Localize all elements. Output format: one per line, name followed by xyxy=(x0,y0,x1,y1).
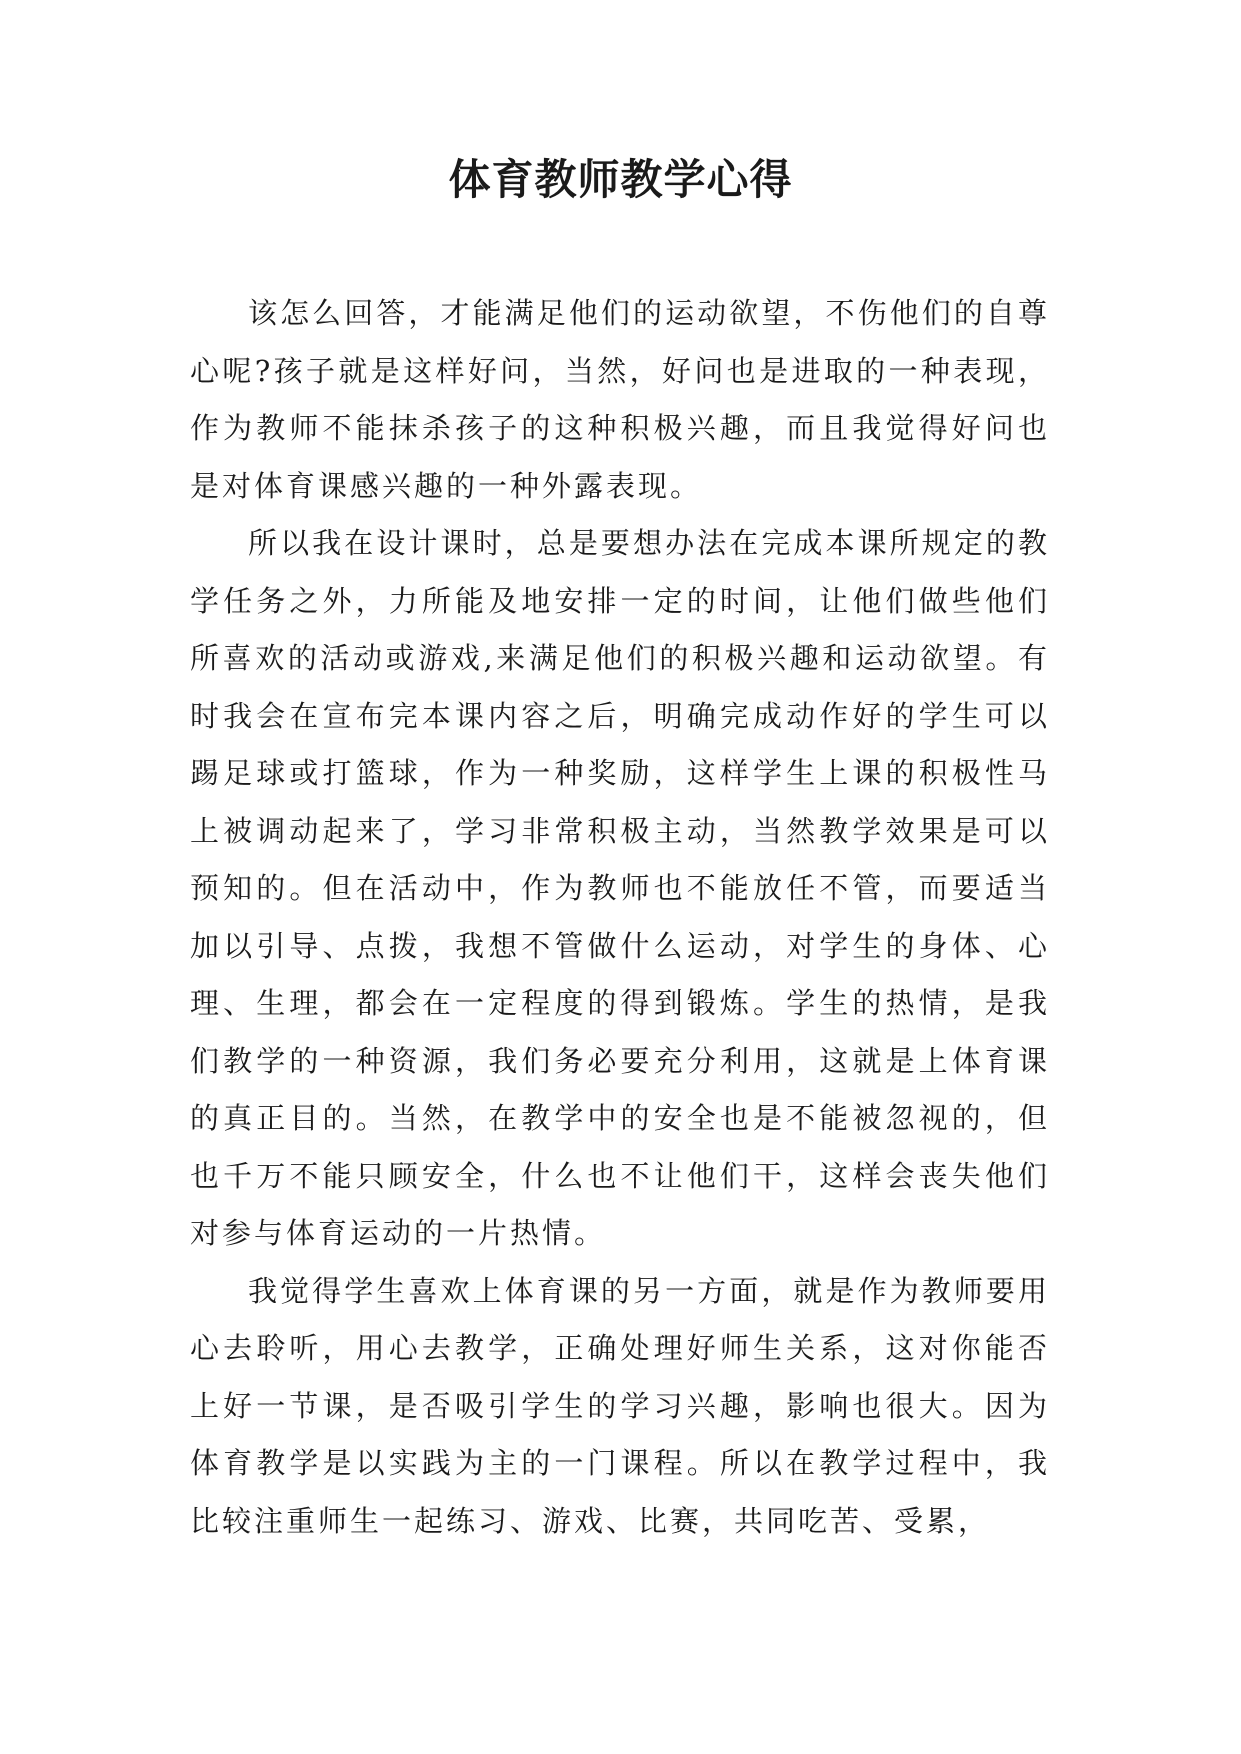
paragraph-3: 我觉得学生喜欢上体育课的另一方面，就是作为教师要用心去聆听，用心去教学，正确处理好师生关系，这对你能否上好一节课，是否吸引学生的学习兴趣，影响也很大。因为体育教学是以实践为主的一门课程。所以在教学过程中，我比较注重师生一起练习、游戏、比赛，共同吃苦、受累， xyxy=(190,1273,1050,1538)
paragraph-2: 所以我在设计课时，总是要想办法在完成本课所规定的教学任务之外，力所能及地安排一定的时间，让他们做些他们所喜欢的活动或游戏,来满足他们的积极兴趣和运动欲望。有时我会在宣布完本课内容之后，明确完成动作好的学生可以踢足球或打篮球，作为一种奖励，这样学生上课的积极性马上被调动起来了，学习非常积极主动，当然教学效果是可以预知的。但在活动中，作为教师也不能放任不管，而要适当加以引导、点拨，我想不管做什么运动，对学生的身体、心理、生理，都会在一定程度的得到锻炼。学生的热情，是我们教学的一种资源，我们务必要充分利用，这就是上体育课的真正目的。当然，在教学中的安全也是不能被忽视的，但也千万不能只顾安全，什么也不让他们干，这样会丧失他们对参与体育运动的一片热情。 xyxy=(190,526,1050,1250)
document-body xyxy=(190,285,1050,1550)
document-title: 体育教师教学心得 xyxy=(448,155,793,204)
paragraph-1: 该怎么回答，才能满足他们的运动欲望，不伤他们的自尊心呢?孩子就是这样好问，当然，好问也是进取的一种表现，作为教师不能抹杀孩子的这种积极兴趣，而且我觉得好问也是对体育课感兴趣的一种外露表现。 xyxy=(190,296,1050,503)
